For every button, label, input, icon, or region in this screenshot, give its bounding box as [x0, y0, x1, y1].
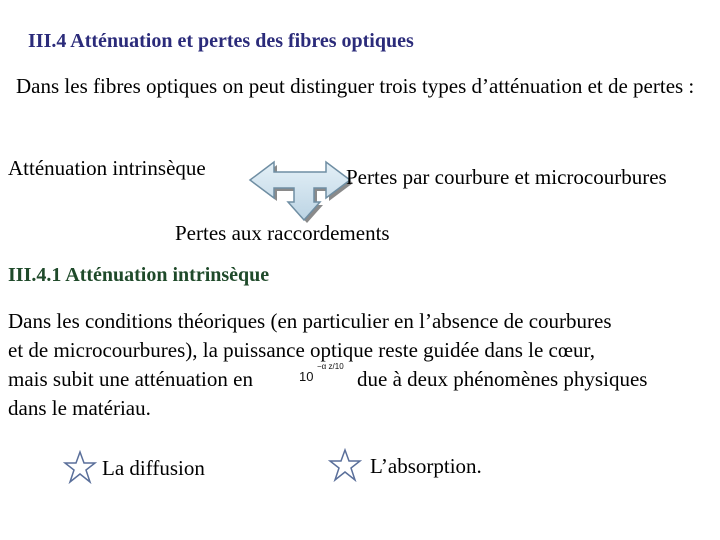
paragraph-line-2: et de microcourbures), la puissance optique reste guidée dans le cœur,	[8, 338, 595, 362]
paragraph-line-4: dans le matériau.	[8, 396, 151, 420]
label-bending-losses: Pertes par courbure et microcourbures	[346, 165, 667, 189]
star-icon	[63, 450, 97, 484]
bullet-absorption: L’absorption.	[370, 454, 482, 478]
paragraph-line-3b: due à deux phénomènes physiques	[357, 367, 648, 391]
bullet-diffusion: La diffusion	[102, 456, 205, 480]
paragraph-line-3a: mais subit une atténuation en	[8, 367, 253, 391]
formula-base: 10	[299, 369, 314, 384]
page-title: III.4 Atténuation et pertes des fibres optiques	[28, 30, 414, 52]
label-connection-losses: Pertes aux raccordements	[175, 221, 390, 245]
three-way-arrow-icon	[244, 150, 354, 224]
intro-text: Dans les fibres optiques on peut distinguer trois types d’atténuation et de pertes :	[16, 74, 695, 98]
label-intrinsic-attenuation: Atténuation intrinsèque	[8, 156, 206, 180]
paragraph-line-1: Dans les conditions théoriques (en particulier en l’absence de courbures	[8, 309, 612, 333]
formula-exponent: −α z/10	[317, 362, 344, 371]
attenuation-formula	[299, 362, 344, 384]
section-subtitle: III.4.1 Atténuation intrinsèque	[8, 264, 270, 286]
star-icon	[328, 448, 362, 482]
